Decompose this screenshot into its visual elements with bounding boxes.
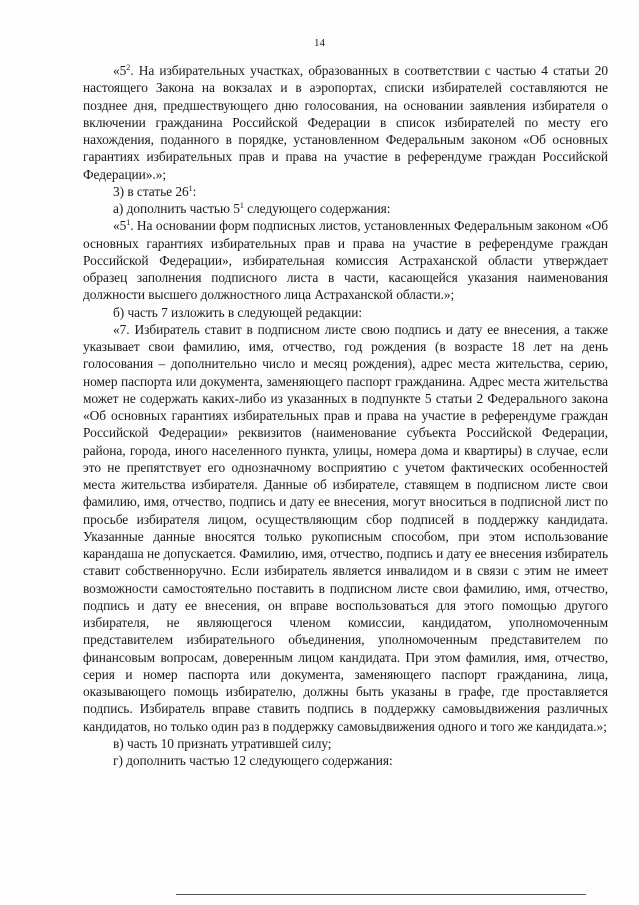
paragraph-text: г) дополнить частью 12 следующего содержания:: [113, 753, 393, 768]
paragraph-item-b: [83, 304, 608, 321]
paragraph-text: «5: [113, 218, 127, 234]
paragraph-text: а) дополнить частью 5: [113, 201, 240, 216]
document-body: [83, 62, 608, 769]
paragraph-item-g: [83, 752, 608, 769]
paragraph-text: :: [192, 183, 197, 199]
paragraph-part-5-1: [83, 217, 608, 303]
paragraph-text: в) часть 10 признать утратившей силу;: [113, 735, 332, 751]
paragraph-item-v: [83, 735, 608, 752]
paragraph-text: следующего содержания:: [243, 201, 391, 216]
paragraph-text: «5: [113, 63, 127, 78]
paragraph-text: . На основании форм подписных листов, установленных Федеральным законом «Об основных гарантиях избирательных прав и права на участие в референдуме граждан Российской Федерации», избирательная комиссия Астраханской области утверждает образец заполнения подписного листа в части, касающейся указания наименования должности высшего должностного лица Астраханской области.»;: [83, 218, 608, 303]
superscript: 1: [126, 218, 131, 228]
superscript: 2: [126, 63, 131, 72]
paragraph-part-5-2: [83, 62, 608, 183]
paragraph-text: «7. Избиратель ставит в подписном листе свою подпись и дату ее внесения, а также указывает свои фамилию, имя, отчество, год рождения (в возрасте 18 лет на день голосования – дополнительно число и месяц рождения), адрес места жительства, серию, номер паспорта или документа, заменяющего паспорт гражданина. Адрес места жительства может не содержать каких-либо из указанных в подпункте 5 статьи 2 Федерального закона «Об основных гарантиях избирательных прав и права на участие в референдуме граждан Российской Федерации» реквизитов (наименование субъекта Российской Федерации, района, города, иного населенного пункта, улицы, номера дома и квартиры) в случае, если это не препятствует его однозначному восприятию с учетом фактических особенностей места жительства избирателя. Данные об избирателе, ставящем в подписном листе свои фамилию, имя, отчество, подпись и дату ее внесения, могут вноситься в подписной лист по просьбе избирателя лицом, осуществляющим сбор подписей в поддержку кандидата. Указанные данные вносятся только рукописным способом, при этом использование карандаша не допускается. Фамилию, имя, отчество, подпись и дату ее внесения избиратель ставит собственноручно. Если избиратель является инвалидом и в связи с этим не имеет возможности самостоятельно поставить в подписном листе свои фамилию, имя, отчество, подпись и дату ее внесения, он вправе воспользоваться для этого помощью другого избирателя, не являющегося членом комиссии, кандидатом, уполномоченным представителем избирательного объединения, уполномоченным представителем по финансовым вопросам, доверенным лицом кандидата. При этом фамилия, имя, отчество, серия и номер паспорта или документа, заменяющего паспорт гражданина, лица, оказывающего помощь избирателю, должны быть указаны в графе, где проставляется подпись. Избиратель вправе ставить подпись в поддержку самовыдвижения различных кандидатов, но только один раз в поддержку самовыдвижения одного и того же кандидата.»;: [83, 321, 608, 734]
paragraph-part-7: [83, 321, 608, 735]
page-number: 14: [314, 37, 325, 49]
superscript: 1: [239, 201, 244, 210]
paragraph-item-a: [83, 200, 608, 217]
footer-rule: [176, 894, 586, 895]
superscript: 1: [188, 183, 193, 193]
paragraph-text: б) часть 7 изложить в следующей редакции:: [113, 304, 363, 320]
paragraph-text: . На избирательных участках, образованных в соответствии с частью 4 статьи 20 настоящего Закона на вокзалах и в аэропортах, списки избирателей составляются не позднее дня, предшествующего дню голосования, на основании заявления избирателя о включении гражданина Российской Федерации в список избирателей по месту его нахождения, поданного в порядке, установленном Федеральным законом «Об основных гарантиях избирательных прав и права на участие в референдуме граждан Российской Федерации».»;: [83, 63, 608, 182]
paragraph-text: 3) в статье 26: [113, 183, 189, 199]
paragraph-item-3: [83, 183, 608, 200]
